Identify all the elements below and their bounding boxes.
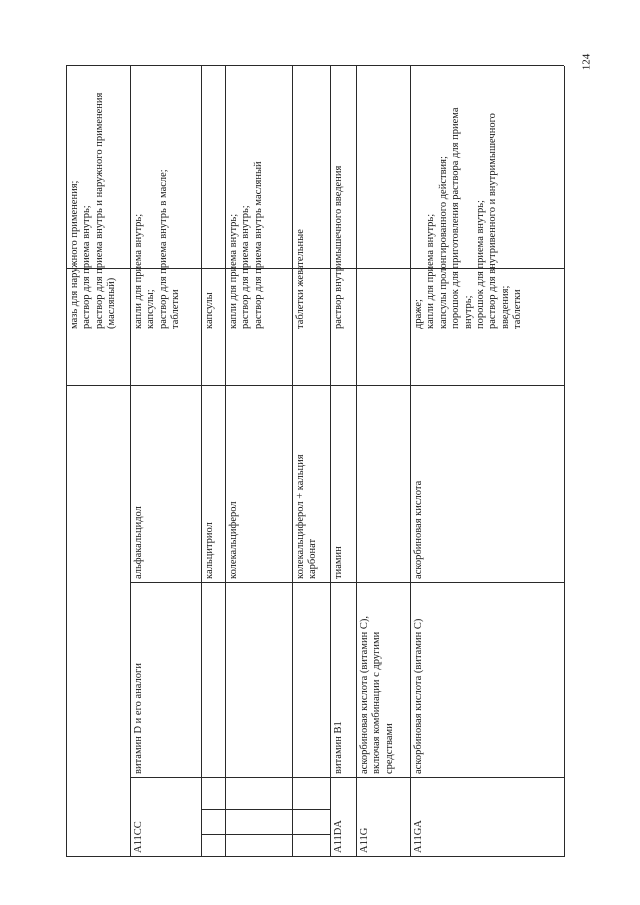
table-row-border: [130, 66, 131, 857]
row-group-line: аскорбиновая кислота (витамин C),: [359, 616, 370, 774]
table-column-border: [66, 385, 564, 386]
row-dosage-form: капли для приема внутрь;: [133, 213, 144, 329]
table-column-border: [130, 582, 564, 583]
row-dosage-form: мазь для наружного применения;: [69, 180, 80, 329]
sub-column-border: [201, 834, 330, 835]
row-dosage-form: раствор для приема внутрь в масле;: [157, 169, 169, 329]
row-dosage-form: капли для приема внутрь;: [425, 213, 437, 329]
row-dosage-form: раствор для приема внутрь;: [81, 205, 93, 329]
row-code: A11GA: [413, 820, 424, 853]
row-dosage-form: драже;: [413, 299, 424, 329]
row-dosage-form: капсулы;: [145, 289, 157, 329]
row-dosage-form: капли для приема внутрь;: [228, 213, 239, 329]
row-group-line: средствами: [383, 723, 395, 774]
row-dosage-form: раствор для внутривенного и внутримышечного: [487, 113, 499, 329]
row-substance: альфакальцидол: [133, 506, 144, 579]
row-dosage-form: таблетки: [512, 289, 524, 329]
table-row-border: [356, 66, 357, 857]
row-group-line: включая комбинации с другими: [371, 631, 383, 774]
row-substance-line: колекальциферол + кальция: [295, 454, 306, 579]
row-group: витамин D и его аналоги: [133, 663, 144, 774]
table-row-border: [330, 66, 331, 857]
row-dosage-form: раствор внутримышечного введения: [333, 165, 344, 329]
row-code: A11CC: [133, 821, 144, 853]
table-border-right: [66, 65, 564, 66]
row-substance: колекальциферол: [228, 501, 239, 579]
row-dosage-form: введения;: [499, 285, 511, 329]
row-substance: тиамин: [333, 546, 344, 579]
row-dosage-form: таблетки: [170, 289, 182, 329]
row-substance: аскорбиновая кислота: [413, 480, 424, 579]
row-dosage-form: порошок для приема внутрь;: [475, 200, 486, 329]
table-row-border: [66, 66, 67, 857]
table-border-left: [66, 856, 564, 857]
table-row-border: [410, 66, 411, 857]
row-dosage-form: внутрь;: [462, 295, 474, 329]
row-code: A11G: [359, 827, 370, 853]
row-dosage-form: раствор для приема внутрь;: [240, 205, 252, 329]
row-group: витамин B1: [333, 721, 344, 774]
table-row-border: [564, 66, 565, 857]
row-group: аскорбиновая кислота (витамин C): [413, 618, 424, 774]
table-row-border: [201, 66, 202, 857]
row-dosage-form: порошок для приготовления раствора для приема: [450, 107, 462, 329]
row-code: A11DA: [333, 820, 344, 853]
row-dosage-form: таблетки жевательные: [295, 229, 306, 329]
row-dosage-form: (масляный): [106, 277, 118, 329]
table-column-border: [130, 777, 564, 778]
page-number: 124: [580, 53, 593, 71]
row-dosage-form: капсулы пролонгированного действия;: [437, 156, 449, 329]
row-substance-line: карбонат: [307, 538, 319, 579]
row-dosage-form: раствор для приема внутрь масляный: [252, 161, 264, 329]
sub-column-border: [201, 809, 330, 810]
row-substance: кальцитриол: [204, 522, 215, 579]
row-dosage-form: капсулы: [204, 292, 215, 329]
table-row-border: [292, 66, 293, 857]
row-dosage-form: раствор для приема внутрь и наружного применения: [93, 92, 105, 329]
table-row-border: [225, 66, 226, 857]
